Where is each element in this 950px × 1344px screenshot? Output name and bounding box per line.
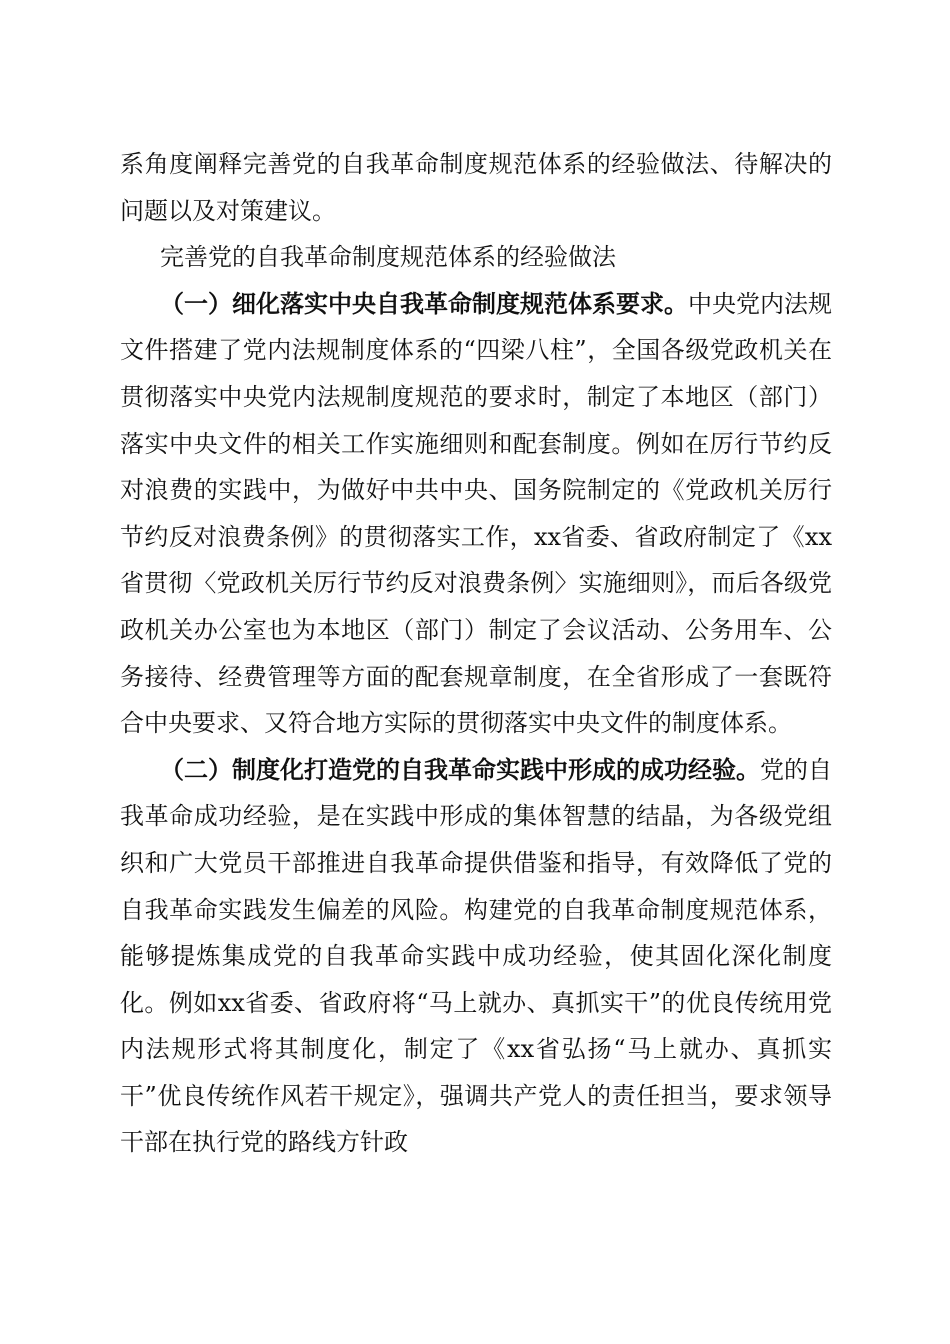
paragraph-2-body: 党的自我革命成功经验，是在实践中形成的集体智慧的结晶，为各级党组织和广大党员干部推进自我革命提供借鉴和指导，有效降低了党的自我革命实践发生偏差的风险。构建党的自我革命制度规范体系，能够提炼集成党的自我革命实践中成功经验，使其固化深化制度化。例如xx省委、省政府将“马上就办、真抓实干”的优良传统用党内法规形式将其制度化，制定了《xx省弘扬“马上就办、真抓实干”优良传统作风若干规定》，强调共产党人的责任担当，要求领导干部在执行党的路线方针政	[120, 755, 832, 1157]
paragraph-2	[120, 747, 832, 1166]
section-heading: 完善党的自我革命制度规范体系的经验做法	[160, 243, 616, 272]
paragraph-1	[120, 281, 832, 747]
paragraph-1-body: 中央党内法规文件搭建了党内法规制度体系的“四梁八柱”，全国各级党政机关在贯彻落实中央党内法规制度规范的要求时，制定了本地区（部门）落实中央文件的相关工作实施细则和配套制度。例如在厉行节约反对浪费的实践中，为做好中共中央、国务院制定的《党政机关厉行节约反对浪费条例》的贯彻落实工作，xx省委、省政府制定了《xx省贯彻〈党政机关厉行节约反对浪费条例〉实施细则》，而后各级党政机关办公室也为本地区（部门）制定了会议活动、公务用车、公务接待、经费管理等方面的配套规章制度，在全省形成了一套既符合中央要求、又符合地方实际的贯彻落实中央文件的制度体系。	[120, 289, 832, 738]
intro-continuation-paragraph: 系角度阐释完善党的自我革命制度规范体系的经验做法、待解决的问题以及对策建议。	[120, 150, 832, 225]
paragraph-1-lead: （一）细化落实中央自我革命制度规范体系要求。	[160, 288, 688, 318]
paragraph-2-lead: （二）制度化打造党的自我革命实践中形成的成功经验。	[160, 754, 760, 784]
document-body	[120, 141, 832, 1166]
